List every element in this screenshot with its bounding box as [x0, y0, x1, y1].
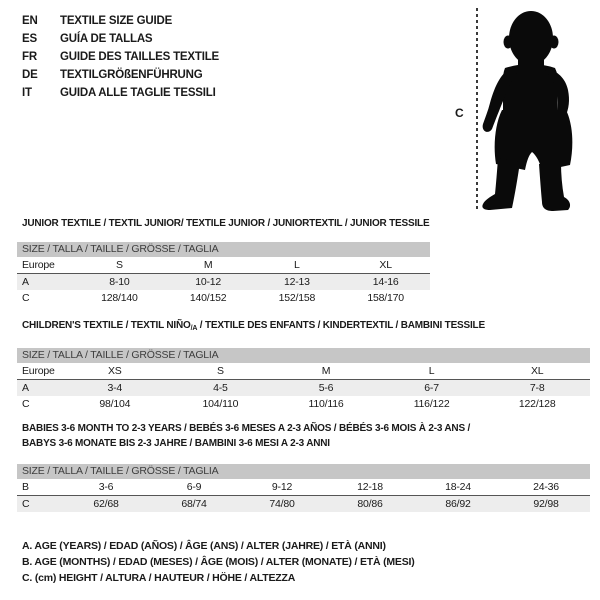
size-cell: 24-36 — [502, 479, 590, 496]
language-title-block — [22, 12, 219, 102]
size-cell: 110/116 — [308, 398, 344, 410]
size-cell: 80/86 — [357, 498, 383, 510]
lang-code: IT — [22, 87, 32, 99]
size-header-bar: SIZE / TALLA / TAILLE / GRÖSSE / TAGLIA — [17, 348, 590, 363]
lang-row-fr — [22, 48, 219, 66]
children-size-table — [17, 348, 590, 412]
junior-table — [17, 257, 430, 306]
size-cell: 3-4 — [107, 382, 123, 394]
height-measure-dashed-line — [476, 8, 478, 210]
size-cell: 98/104 — [99, 398, 131, 410]
legend-notes — [22, 538, 415, 586]
row-label: C — [22, 398, 30, 410]
size-cell: 10-12 — [195, 276, 222, 288]
size-cell: 74/80 — [269, 498, 295, 510]
size-cell: 128/140 — [101, 292, 138, 304]
title-text: CHILDREN'S TEXTILE / TEXTIL NIÑO — [22, 320, 191, 331]
lang-code: DE — [22, 69, 38, 81]
title-text: / TEXTILE DES ENFANTS / KINDERTEXTIL / BAMBINI TESSILE — [197, 320, 485, 331]
title-line-2: BABYS 3-6 MONATE BIS 2-3 JAHRE / BAMBINI 3-6 MESI A 2-3 ANNI — [22, 438, 330, 449]
row-label: C — [22, 292, 30, 304]
size-cell: 18-24 — [414, 479, 502, 496]
table-row — [17, 496, 590, 513]
baby-silhouette-icon — [481, 6, 593, 212]
size-cell: 158/170 — [367, 292, 404, 304]
title-subscript: /A — [190, 325, 198, 332]
size-cell: 6-7 — [424, 382, 439, 394]
lang-row-de — [22, 66, 219, 84]
size-cell: 116/122 — [413, 398, 450, 410]
size-cell: 62/68 — [93, 498, 119, 510]
size-cell: 92/98 — [533, 498, 559, 510]
row-label: A — [22, 382, 29, 394]
row-label: C — [22, 498, 30, 510]
size-cell: M — [273, 363, 379, 380]
size-cell: S — [75, 257, 164, 274]
row-label: Europe — [17, 257, 75, 274]
table-row — [17, 479, 590, 496]
size-cell: 14-16 — [372, 276, 399, 288]
note-age-years: A. AGE (YEARS) / EDAD (AÑOS) / ÂGE (ANS) / ALTER (JAHRE) / ETÀ (ANNI) — [22, 540, 386, 552]
junior-size-table — [17, 242, 430, 306]
size-cell: 8-10 — [109, 276, 130, 288]
babies-table — [17, 479, 590, 512]
size-cell: XL — [484, 363, 590, 380]
size-cell: 6-9 — [150, 479, 238, 496]
size-cell: 12-18 — [326, 479, 414, 496]
size-cell: 3-6 — [62, 479, 150, 496]
table-row — [17, 257, 430, 274]
children-table — [17, 363, 590, 412]
table-row — [17, 290, 430, 306]
children-table-title — [22, 318, 485, 336]
babies-table-title — [22, 421, 470, 451]
lang-row-en — [22, 12, 219, 30]
size-header-bar: SIZE / TALLA / TAILLE / GRÖSSE / TAGLIA — [17, 464, 590, 479]
lang-title: GUIDE DES TAILLES TEXTILE — [60, 51, 219, 63]
note-age-months: B. AGE (MONTHS) / EDAD (MESES) / ÂGE (MOIS) / ALTER (MONATE) / ETÀ (MESI) — [22, 556, 415, 568]
table-row — [17, 380, 590, 397]
size-cell: 104/110 — [202, 398, 239, 410]
size-cell: 4-5 — [213, 382, 228, 394]
size-cell: 7-8 — [529, 382, 545, 394]
size-cell: XL — [341, 257, 430, 274]
size-cell: L — [379, 363, 485, 380]
size-header-bar: SIZE / TALLA / TAILLE / GRÖSSE / TAGLIA — [17, 242, 430, 257]
title-line-1: BABIES 3-6 MONTH TO 2-3 YEARS / BEBÉS 3-6 MESES A 2-3 AÑOS / BÉBÉS 3-6 MOIS À 2-3 ANS / — [22, 423, 471, 434]
lang-code: ES — [22, 33, 37, 45]
size-cell: 5-6 — [318, 382, 334, 394]
note-height: C. (cm) HEIGHT / ALTURA / HAUTEUR / HÖHE / ALTEZZA — [22, 572, 296, 584]
size-cell: 140/152 — [189, 292, 227, 304]
row-label: Europe — [17, 363, 62, 380]
babies-size-table — [17, 464, 590, 512]
table-row — [17, 396, 590, 412]
junior-table-title: JUNIOR TEXTILE / TEXTIL JUNIOR/ TEXTILE JUNIOR / JUNIORTEXTIL / JUNIOR TESSILE — [22, 218, 430, 229]
size-cell: 9-12 — [238, 479, 326, 496]
size-cell: 152/158 — [278, 292, 316, 304]
row-label: A — [22, 276, 29, 288]
size-cell: M — [164, 257, 253, 274]
size-cell: L — [253, 257, 342, 274]
lang-title: TEXTILE SIZE GUIDE — [60, 15, 173, 27]
table-row — [17, 274, 430, 291]
lang-title: TEXTILGRÖßENFÜHRUNG — [60, 69, 203, 81]
row-label: B — [17, 479, 62, 496]
size-cell: 86/92 — [445, 498, 471, 510]
height-measure-label: C — [455, 106, 464, 120]
lang-title: GUIDA ALLE TAGLIE TESSILI — [60, 87, 216, 99]
size-cell: S — [168, 363, 274, 380]
size-cell: XS — [62, 363, 168, 380]
lang-title: GUÍA DE TALLAS — [60, 33, 153, 45]
lang-code: EN — [22, 15, 38, 27]
table-row — [17, 363, 590, 380]
lang-row-it — [22, 84, 219, 102]
size-cell: 12-13 — [283, 276, 310, 288]
lang-row-es — [22, 30, 219, 48]
size-cell: 68/74 — [181, 498, 207, 510]
size-cell: 122/128 — [518, 398, 556, 410]
lang-code: FR — [22, 51, 37, 63]
